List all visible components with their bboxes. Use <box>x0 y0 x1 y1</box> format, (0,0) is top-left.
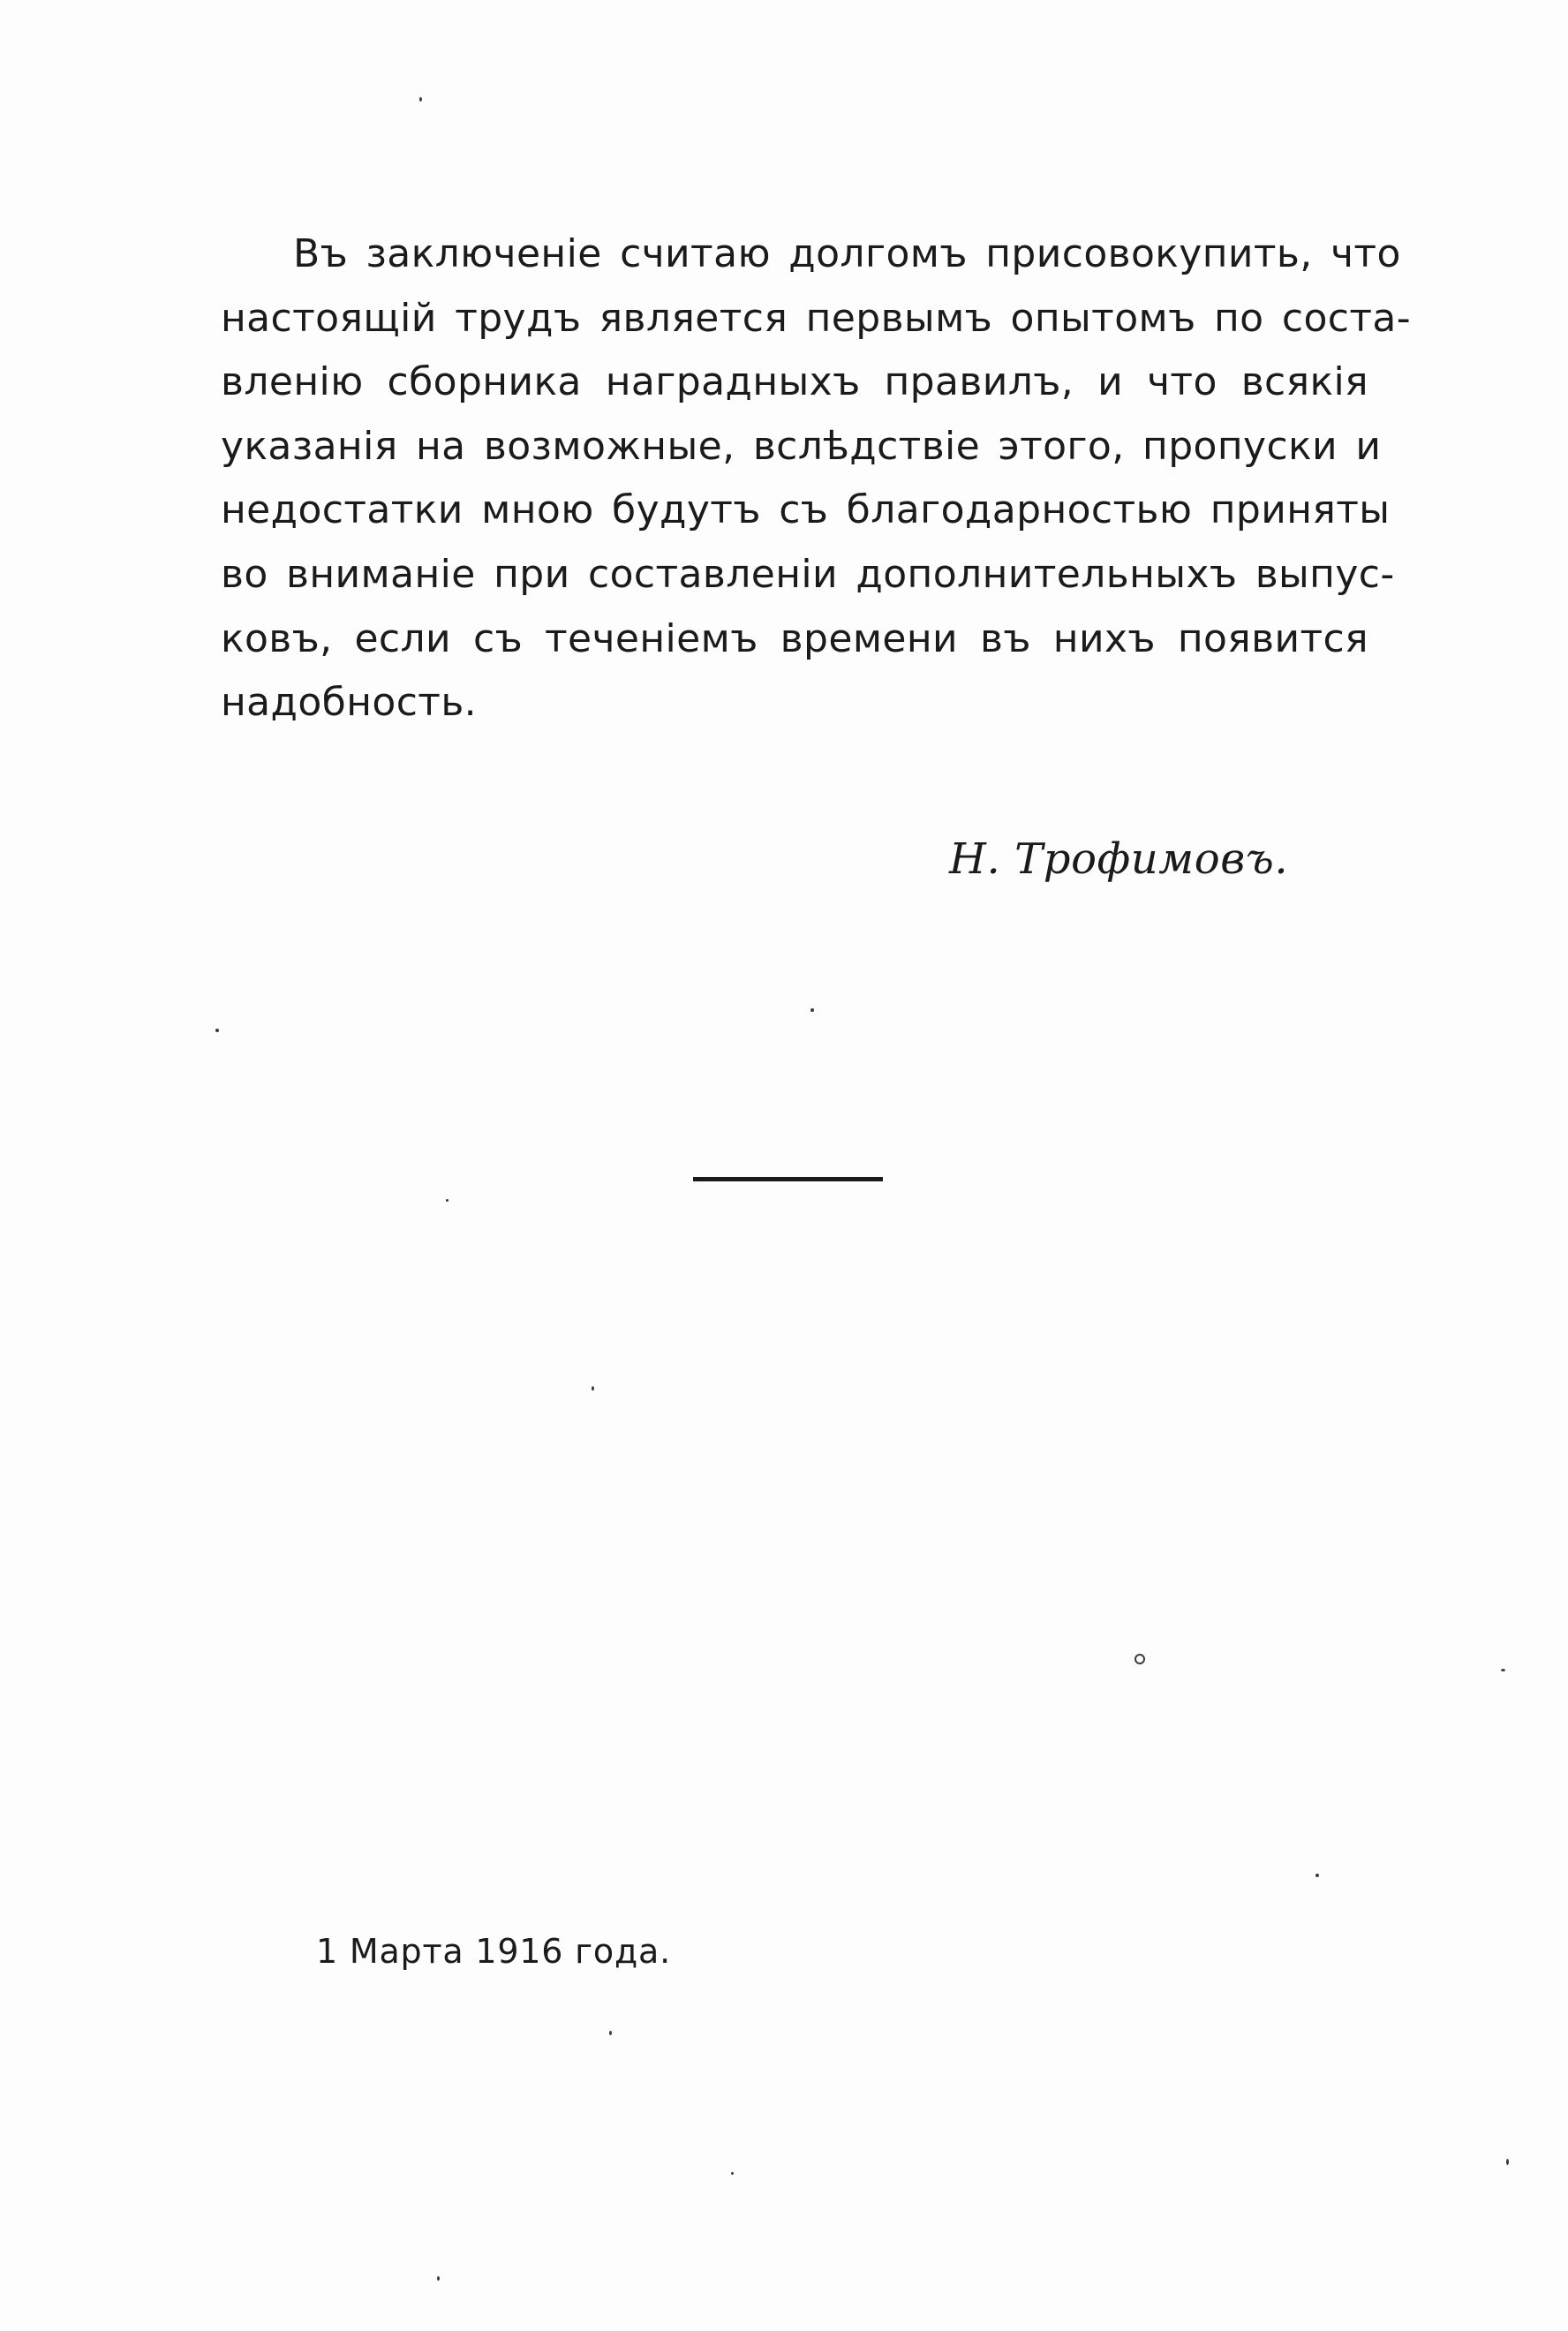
section-divider <box>693 1177 883 1181</box>
scan-speck <box>592 1386 594 1391</box>
scan-speck <box>1315 1874 1319 1877</box>
scan-speck <box>437 2276 440 2281</box>
scan-speck <box>419 97 422 102</box>
paragraph-line: указанія на возможные, вслѣдствіе этого, пропуски и <box>221 423 1382 469</box>
scan-speck <box>731 2172 734 2175</box>
scan-speck <box>1501 1669 1505 1671</box>
author-signature: Н. Трофимовъ. <box>949 834 1289 884</box>
paragraph-line: надобность. <box>221 680 478 726</box>
scan-speck <box>1506 2159 1509 2165</box>
paragraph-line: во вниманіе при составленіи дополнительныхъ выпус- <box>221 551 1395 597</box>
paragraph-line: настоящій трудъ является первымъ опытомъ по соста- <box>221 295 1412 341</box>
paragraph-line: Въ заключеніе считаю долгомъ присовокупить, что <box>293 231 1401 276</box>
scan-speck <box>215 1029 219 1032</box>
scan-speck <box>446 1199 449 1202</box>
scan-speck <box>609 2031 612 2035</box>
paragraph-line: ковъ, если съ теченіемъ времени въ нихъ появится <box>221 615 1368 661</box>
closing-paragraph <box>221 223 1412 736</box>
document-date: 1 Марта 1916 года. <box>316 1932 671 1971</box>
paragraph-line: недостатки мною будутъ съ благодарностью приняты <box>221 487 1391 533</box>
scan-speck <box>810 1008 814 1012</box>
scan-speck <box>1135 1654 1145 1664</box>
paragraph-line: вленію сборника наградныхъ правилъ, и что всякія <box>221 359 1368 405</box>
